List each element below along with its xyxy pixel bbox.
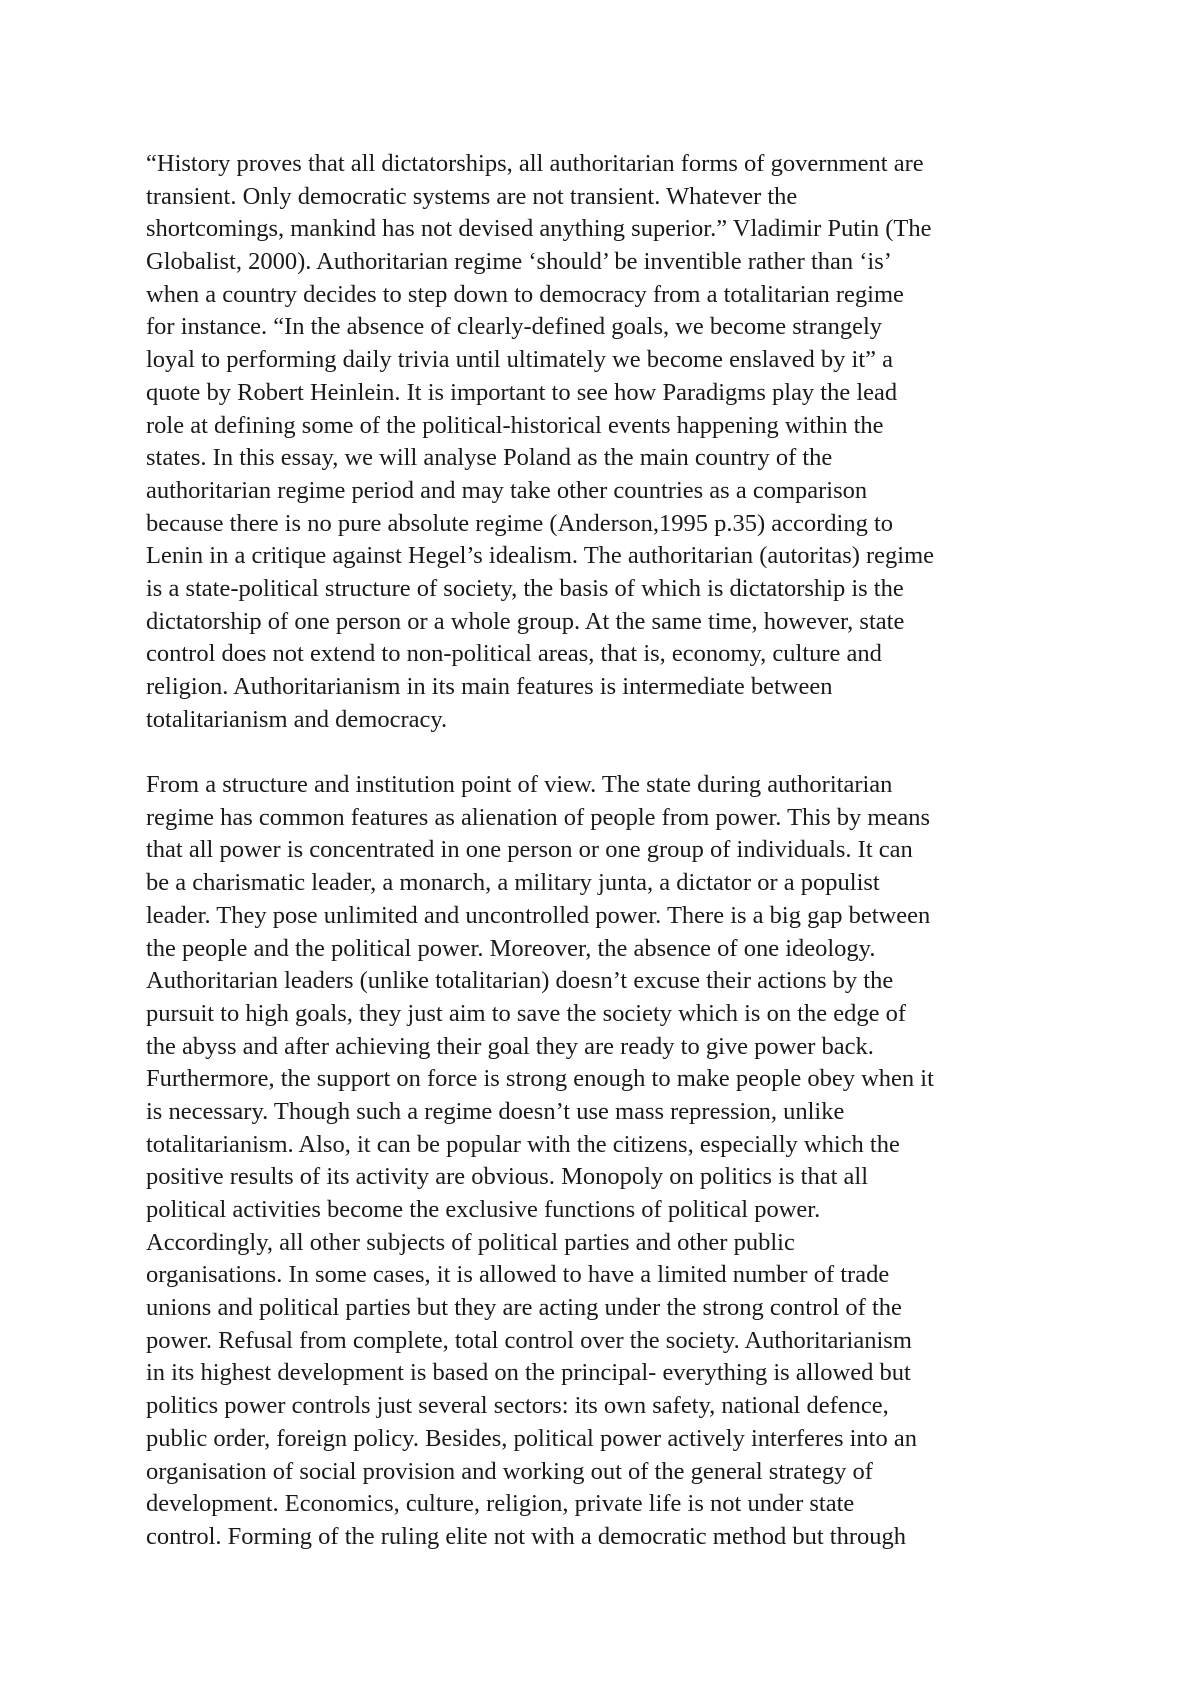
text-line: unions and political parties but they are acting under the strong control of the — [146, 1294, 902, 1322]
document-body — [146, 148, 1076, 1554]
text-line: states. In this essay, we will analyse Poland as the main country of the — [146, 444, 833, 472]
text-line: when a country decides to step down to democracy from a totalitarian regime — [146, 280, 904, 308]
text-line: positive results of its activity are obvious. Monopoly on politics is that all — [146, 1163, 868, 1191]
text-line: control does not extend to non-political areas, that is, economy, culture and — [146, 640, 882, 668]
text-line: for instance. “In the absence of clearly-defined goals, we become strangely — [146, 313, 883, 341]
text-line: political activities become the exclusive functions of political power. — [146, 1196, 821, 1223]
text-line: Authoritarian leaders (unlike totalitarian) doesn’t excuse their actions by the — [146, 967, 894, 995]
text-line: Lenin in a critique against Hegel’s idealism. The authoritarian (autoritas) regime — [146, 542, 935, 570]
text-line: in its highest development is based on the principal- everything is allowed but — [146, 1359, 911, 1387]
paragraph-1 — [146, 148, 1076, 736]
text-line: leader. They pose unlimited and uncontrolled power. There is a big gap between — [146, 901, 931, 929]
text-line: totalitarianism and democracy. — [146, 705, 448, 733]
text-line: pursuit to high goals, they just aim to save the society which is on the edge of — [146, 999, 907, 1027]
text-line: totalitarianism. Also, it can be popular with the citizens, especially which the — [146, 1130, 900, 1158]
text-line: religion. Authoritarianism in its main features is intermediate between — [146, 673, 833, 700]
text-line: politics power controls just several sectors: its own safety, national defence, — [146, 1392, 889, 1420]
text-line: the abyss and after achieving their goal they are ready to give power back. — [146, 1032, 874, 1060]
text-line: Furthermore, the support on force is strong enough to make people obey when it — [146, 1065, 934, 1093]
text-line: From a structure and institution point of view. The state during authoritarian — [146, 771, 893, 799]
text-line: Globalist, 2000). Authoritarian regime ‘should’ be inventible rather than ‘is’ — [146, 248, 892, 276]
paragraph-gap — [146, 736, 1076, 769]
text-line: development. Economics, culture, religion, private life is not under state — [146, 1490, 855, 1518]
text-line: public order, foreign policy. Besides, political power actively interferes into an — [146, 1424, 917, 1452]
text-line: authoritarian regime period and may take other countries as a comparison — [146, 476, 868, 504]
text-line: be a charismatic leader, a monarch, a military junta, a dictator or a populist — [146, 869, 880, 897]
text-line: organisations. In some cases, it is allowed to have a limited number of trade — [146, 1261, 890, 1289]
text-line: power. Refusal from complete, total control over the society. Authoritarianism — [146, 1326, 912, 1354]
text-line: the people and the political power. Moreover, the absence of one ideology. — [146, 934, 876, 962]
text-line: role at defining some of the political-historical events happening within the — [146, 411, 884, 439]
text-line: because there is no pure absolute regime (Anderson,1995 p.35) according to — [146, 509, 894, 537]
text-line: quote by Robert Heinlein. It is important to see how Paradigms play the lead — [146, 378, 898, 406]
text-line: is a state-political structure of society, the basis of which is dictatorship is the — [146, 574, 904, 602]
text-line: is necessary. Though such a regime doesn’t use mass repression, unlike — [146, 1097, 845, 1125]
text-line: loyal to performing daily trivia until ultimately we become enslaved by it” a — [146, 346, 894, 374]
text-line: organisation of social provision and working out of the general strategy of — [146, 1457, 873, 1485]
text-line: that all power is concentrated in one person or one group of individuals. It can — [146, 836, 913, 864]
text-line: dictatorship of one person or a whole group. At the same time, however, state — [146, 607, 905, 635]
text-line: control. Forming of the ruling elite not with a democratic method but through — [146, 1522, 907, 1550]
text-line: “History proves that all dictatorships, all authoritarian forms of government are — [146, 150, 924, 177]
text-line: shortcomings, mankind has not devised anything superior.” Vladimir Putin (The — [146, 215, 932, 243]
text-line: transient. Only democratic systems are not transient. Whatever the — [146, 182, 798, 210]
text-line: regime has common features as alienation of people from power. This by means — [146, 803, 930, 831]
paragraph-2 — [146, 769, 1076, 1554]
text-line: Accordingly, all other subjects of political parties and other public — [146, 1228, 795, 1256]
